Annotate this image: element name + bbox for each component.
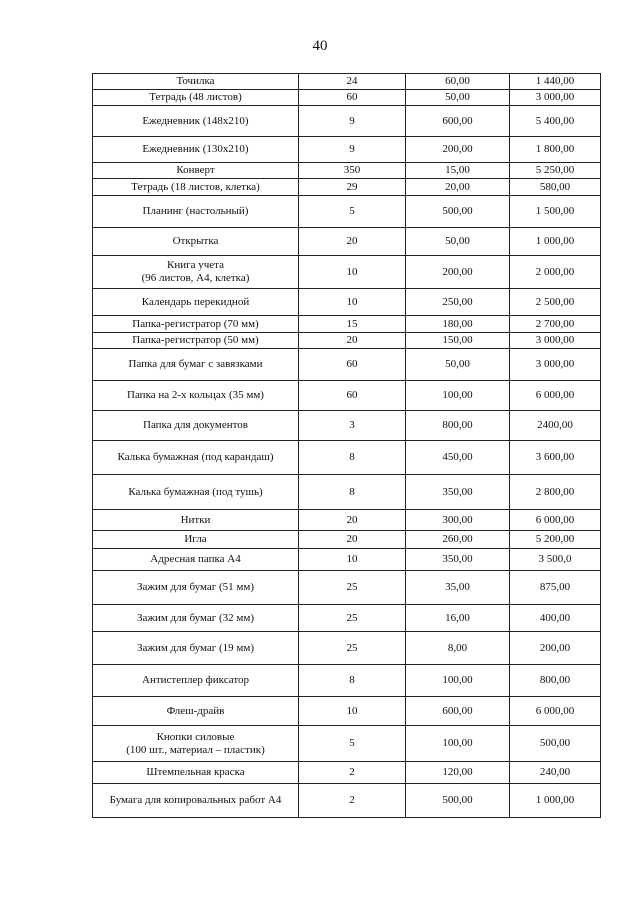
item-price-cell: 260,00	[406, 531, 510, 549]
item-name-cell: Папка-регистратор (50 мм)	[93, 333, 299, 349]
item-qty-cell: 10	[299, 289, 406, 316]
items-table	[92, 73, 601, 818]
item-price-cell: 800,00	[406, 411, 510, 441]
item-price-cell: 50,00	[406, 90, 510, 106]
item-price-cell: 450,00	[406, 441, 510, 475]
item-price-cell: 60,00	[406, 74, 510, 90]
item-price-cell: 100,00	[406, 665, 510, 697]
table-row	[93, 106, 601, 137]
table-row	[93, 510, 601, 531]
item-qty-cell: 2	[299, 784, 406, 818]
table-row	[93, 137, 601, 163]
item-qty-cell: 10	[299, 549, 406, 571]
item-name-cell: Флеш-драйв	[93, 697, 299, 726]
item-name-cell: Зажим для бумаг (19 мм)	[93, 632, 299, 665]
item-total-cell: 3 000,00	[510, 349, 601, 381]
table-row	[93, 228, 601, 256]
items-table-body	[93, 74, 601, 818]
table-row	[93, 571, 601, 605]
item-total-cell: 580,00	[510, 179, 601, 196]
item-name-cell: Папка-регистратор (70 мм)	[93, 316, 299, 333]
item-total-cell: 240,00	[510, 762, 601, 784]
item-qty-cell: 15	[299, 316, 406, 333]
item-name-cell: Нитки	[93, 510, 299, 531]
item-price-cell: 200,00	[406, 256, 510, 289]
table-row	[93, 256, 601, 289]
item-price-cell: 350,00	[406, 549, 510, 571]
item-total-cell: 1 440,00	[510, 74, 601, 90]
item-qty-cell: 9	[299, 106, 406, 137]
item-price-cell: 50,00	[406, 349, 510, 381]
item-total-cell: 2 800,00	[510, 475, 601, 510]
item-qty-cell: 60	[299, 349, 406, 381]
item-name-cell: Тетрадь (48 листов)	[93, 90, 299, 106]
table-row	[93, 90, 601, 106]
item-qty-cell: 8	[299, 475, 406, 510]
item-price-cell: 100,00	[406, 381, 510, 411]
table-row	[93, 74, 601, 90]
item-qty-cell: 8	[299, 665, 406, 697]
page-number: 40	[312, 38, 328, 54]
item-name-cell: Зажим для бумаг (51 мм)	[93, 571, 299, 605]
item-qty-cell: 10	[299, 697, 406, 726]
item-price-cell: 350,00	[406, 475, 510, 510]
item-name-cell: Ежедневник (148х210)	[93, 106, 299, 137]
table-row	[93, 531, 601, 549]
item-name-cell: Тетрадь (18 листов, клетка)	[93, 179, 299, 196]
item-total-cell: 3 000,00	[510, 333, 601, 349]
item-name-cell: Папка на 2-х кольцах (35 мм)	[93, 381, 299, 411]
item-total-cell: 5 400,00	[510, 106, 601, 137]
item-price-cell: 150,00	[406, 333, 510, 349]
item-name-cell: Штемпельная краска	[93, 762, 299, 784]
item-qty-cell: 20	[299, 228, 406, 256]
table-row	[93, 349, 601, 381]
item-name-cell: Кнопки силовые (100 шт., материал – пластик)	[93, 726, 299, 762]
item-total-cell: 1 000,00	[510, 784, 601, 818]
item-name-cell: Открытка	[93, 228, 299, 256]
item-total-cell: 3 500,0	[510, 549, 601, 571]
item-price-cell: 35,00	[406, 571, 510, 605]
item-name-cell: Конверт	[93, 163, 299, 179]
item-price-cell: 20,00	[406, 179, 510, 196]
item-price-cell: 8,00	[406, 632, 510, 665]
item-price-cell: 180,00	[406, 316, 510, 333]
item-price-cell: 500,00	[406, 196, 510, 228]
item-total-cell: 2 700,00	[510, 316, 601, 333]
item-price-cell: 100,00	[406, 726, 510, 762]
item-name-cell: Папка для бумаг с завязками	[93, 349, 299, 381]
item-price-cell: 16,00	[406, 605, 510, 632]
item-total-cell: 500,00	[510, 726, 601, 762]
item-qty-cell: 25	[299, 632, 406, 665]
table-row	[93, 441, 601, 475]
item-name-cell: Адресная папка А4	[93, 549, 299, 571]
item-qty-cell: 8	[299, 441, 406, 475]
item-price-cell: 200,00	[406, 137, 510, 163]
table-row	[93, 784, 601, 818]
item-name-cell: Папка для документов	[93, 411, 299, 441]
item-total-cell: 3 000,00	[510, 90, 601, 106]
table-row	[93, 163, 601, 179]
item-qty-cell: 25	[299, 571, 406, 605]
item-price-cell: 600,00	[406, 697, 510, 726]
item-name-cell: Калька бумажная (под карандаш)	[93, 441, 299, 475]
item-total-cell: 400,00	[510, 605, 601, 632]
item-name-cell: Календарь перекидной	[93, 289, 299, 316]
item-total-cell: 1 000,00	[510, 228, 601, 256]
item-qty-cell: 20	[299, 531, 406, 549]
item-name-cell: Планинг (настольный)	[93, 196, 299, 228]
table-row	[93, 289, 601, 316]
table-row	[93, 475, 601, 510]
table-row	[93, 697, 601, 726]
item-total-cell: 875,00	[510, 571, 601, 605]
item-qty-cell: 25	[299, 605, 406, 632]
item-qty-cell: 350	[299, 163, 406, 179]
item-price-cell: 250,00	[406, 289, 510, 316]
item-price-cell: 15,00	[406, 163, 510, 179]
item-qty-cell: 9	[299, 137, 406, 163]
item-qty-cell: 3	[299, 411, 406, 441]
table-row	[93, 381, 601, 411]
table-row	[93, 632, 601, 665]
table-row	[93, 665, 601, 697]
item-name-cell: Книга учета (96 листов, А4, клетка)	[93, 256, 299, 289]
item-qty-cell: 20	[299, 510, 406, 531]
item-name-cell: Зажим для бумаг (32 мм)	[93, 605, 299, 632]
item-qty-cell: 29	[299, 179, 406, 196]
table-row	[93, 605, 601, 632]
item-name-cell: Игла	[93, 531, 299, 549]
item-total-cell: 6 000,00	[510, 510, 601, 531]
item-price-cell: 300,00	[406, 510, 510, 531]
item-qty-cell: 24	[299, 74, 406, 90]
item-qty-cell: 60	[299, 381, 406, 411]
item-total-cell: 6 000,00	[510, 381, 601, 411]
item-name-cell: Точилка	[93, 74, 299, 90]
item-total-cell: 5 200,00	[510, 531, 601, 549]
item-total-cell: 1 500,00	[510, 196, 601, 228]
item-total-cell: 2400,00	[510, 411, 601, 441]
item-price-cell: 50,00	[406, 228, 510, 256]
item-price-cell: 500,00	[406, 784, 510, 818]
item-qty-cell: 5	[299, 726, 406, 762]
table-row	[93, 411, 601, 441]
table-row	[93, 316, 601, 333]
item-name-cell: Бумага для копировальных работ А4	[93, 784, 299, 818]
item-qty-cell: 10	[299, 256, 406, 289]
item-total-cell: 800,00	[510, 665, 601, 697]
item-total-cell: 5 250,00	[510, 163, 601, 179]
item-qty-cell: 2	[299, 762, 406, 784]
table-row	[93, 549, 601, 571]
item-price-cell: 120,00	[406, 762, 510, 784]
item-price-cell: 600,00	[406, 106, 510, 137]
item-total-cell: 1 800,00	[510, 137, 601, 163]
table-row	[93, 196, 601, 228]
item-name-cell: Антистеплер фиксатор	[93, 665, 299, 697]
table-row	[93, 179, 601, 196]
item-total-cell: 2 000,00	[510, 256, 601, 289]
item-total-cell: 3 600,00	[510, 441, 601, 475]
item-name-cell: Ежедневник (130х210)	[93, 137, 299, 163]
item-total-cell: 2 500,00	[510, 289, 601, 316]
item-qty-cell: 60	[299, 90, 406, 106]
table-row	[93, 333, 601, 349]
item-qty-cell: 20	[299, 333, 406, 349]
item-total-cell: 200,00	[510, 632, 601, 665]
item-qty-cell: 5	[299, 196, 406, 228]
item-name-cell: Калька бумажная (под тушь)	[93, 475, 299, 510]
table-row	[93, 762, 601, 784]
table-row	[93, 726, 601, 762]
item-total-cell: 6 000,00	[510, 697, 601, 726]
